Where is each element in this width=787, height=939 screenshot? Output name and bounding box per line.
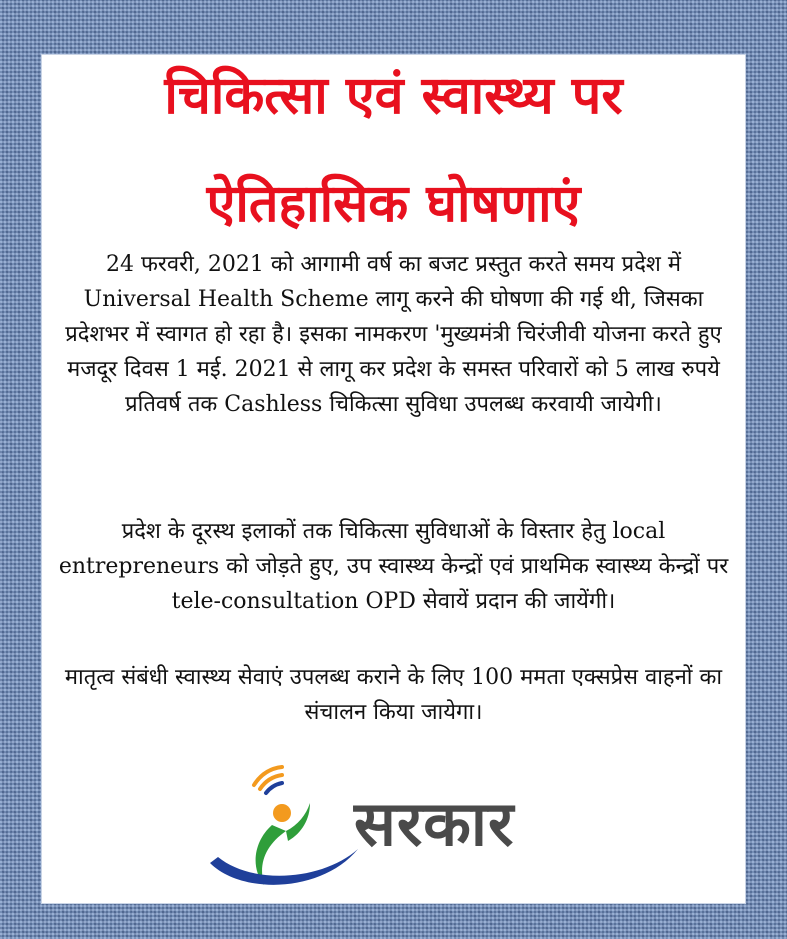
logo-wordmark: सरकार [354, 787, 515, 860]
paragraph-teleconsultation: प्रदेश के दूरस्थ इलाकों तक चिकित्सा सुविधाओं के विस्तार हेतु local entrepreneurs को जोड़ते हुए, उप स्वास्थ्य केन्द्रों एवं प्राथमिक स्वास्थ्य केन्द्रों पर tele-consultation OPD सेवायें प्रदान की जायेंगी। [58, 519, 729, 614]
headline-line-2: ऐतिहासिक घोषणाएं [206, 174, 581, 234]
sarkar-logo [202, 745, 602, 895]
announcement-panel [42, 55, 745, 903]
headline-line-1: चिकित्सा एवं स्वास्थ्य पर [164, 66, 623, 126]
paragraph-mamta-express: मातृत्व संबंधी स्वास्थ्य सेवाएं उपलब्ध कराने के लिए 100 ममता एक्सप्रेस वाहनों का संचालन किया जायेगा। [64, 665, 723, 725]
paragraph-budget-scheme: 24 फरवरी, 2021 को आगामी वर्ष का बजट प्रस्तुत करते समय प्रदेश में Universal Health Scheme लागू करने की घोषणा की गई थी, जिसका प्रदेशभर में स्वागत हो रहा है। इसका नामकरण 'मुख्यमंत्री चिरंजीवी योजना करते हुए मजदूर दिवस 1 मई. 2021 से लागू कर प्रदेश के समस्त परिवारों को 5 लाख रुपये प्रतिवर्ष तक Cashless चिकित्सा सुविधा उपलब्ध करवायी जायेगी। [65, 252, 722, 417]
person-with-signal-logo-icon [202, 745, 362, 895]
